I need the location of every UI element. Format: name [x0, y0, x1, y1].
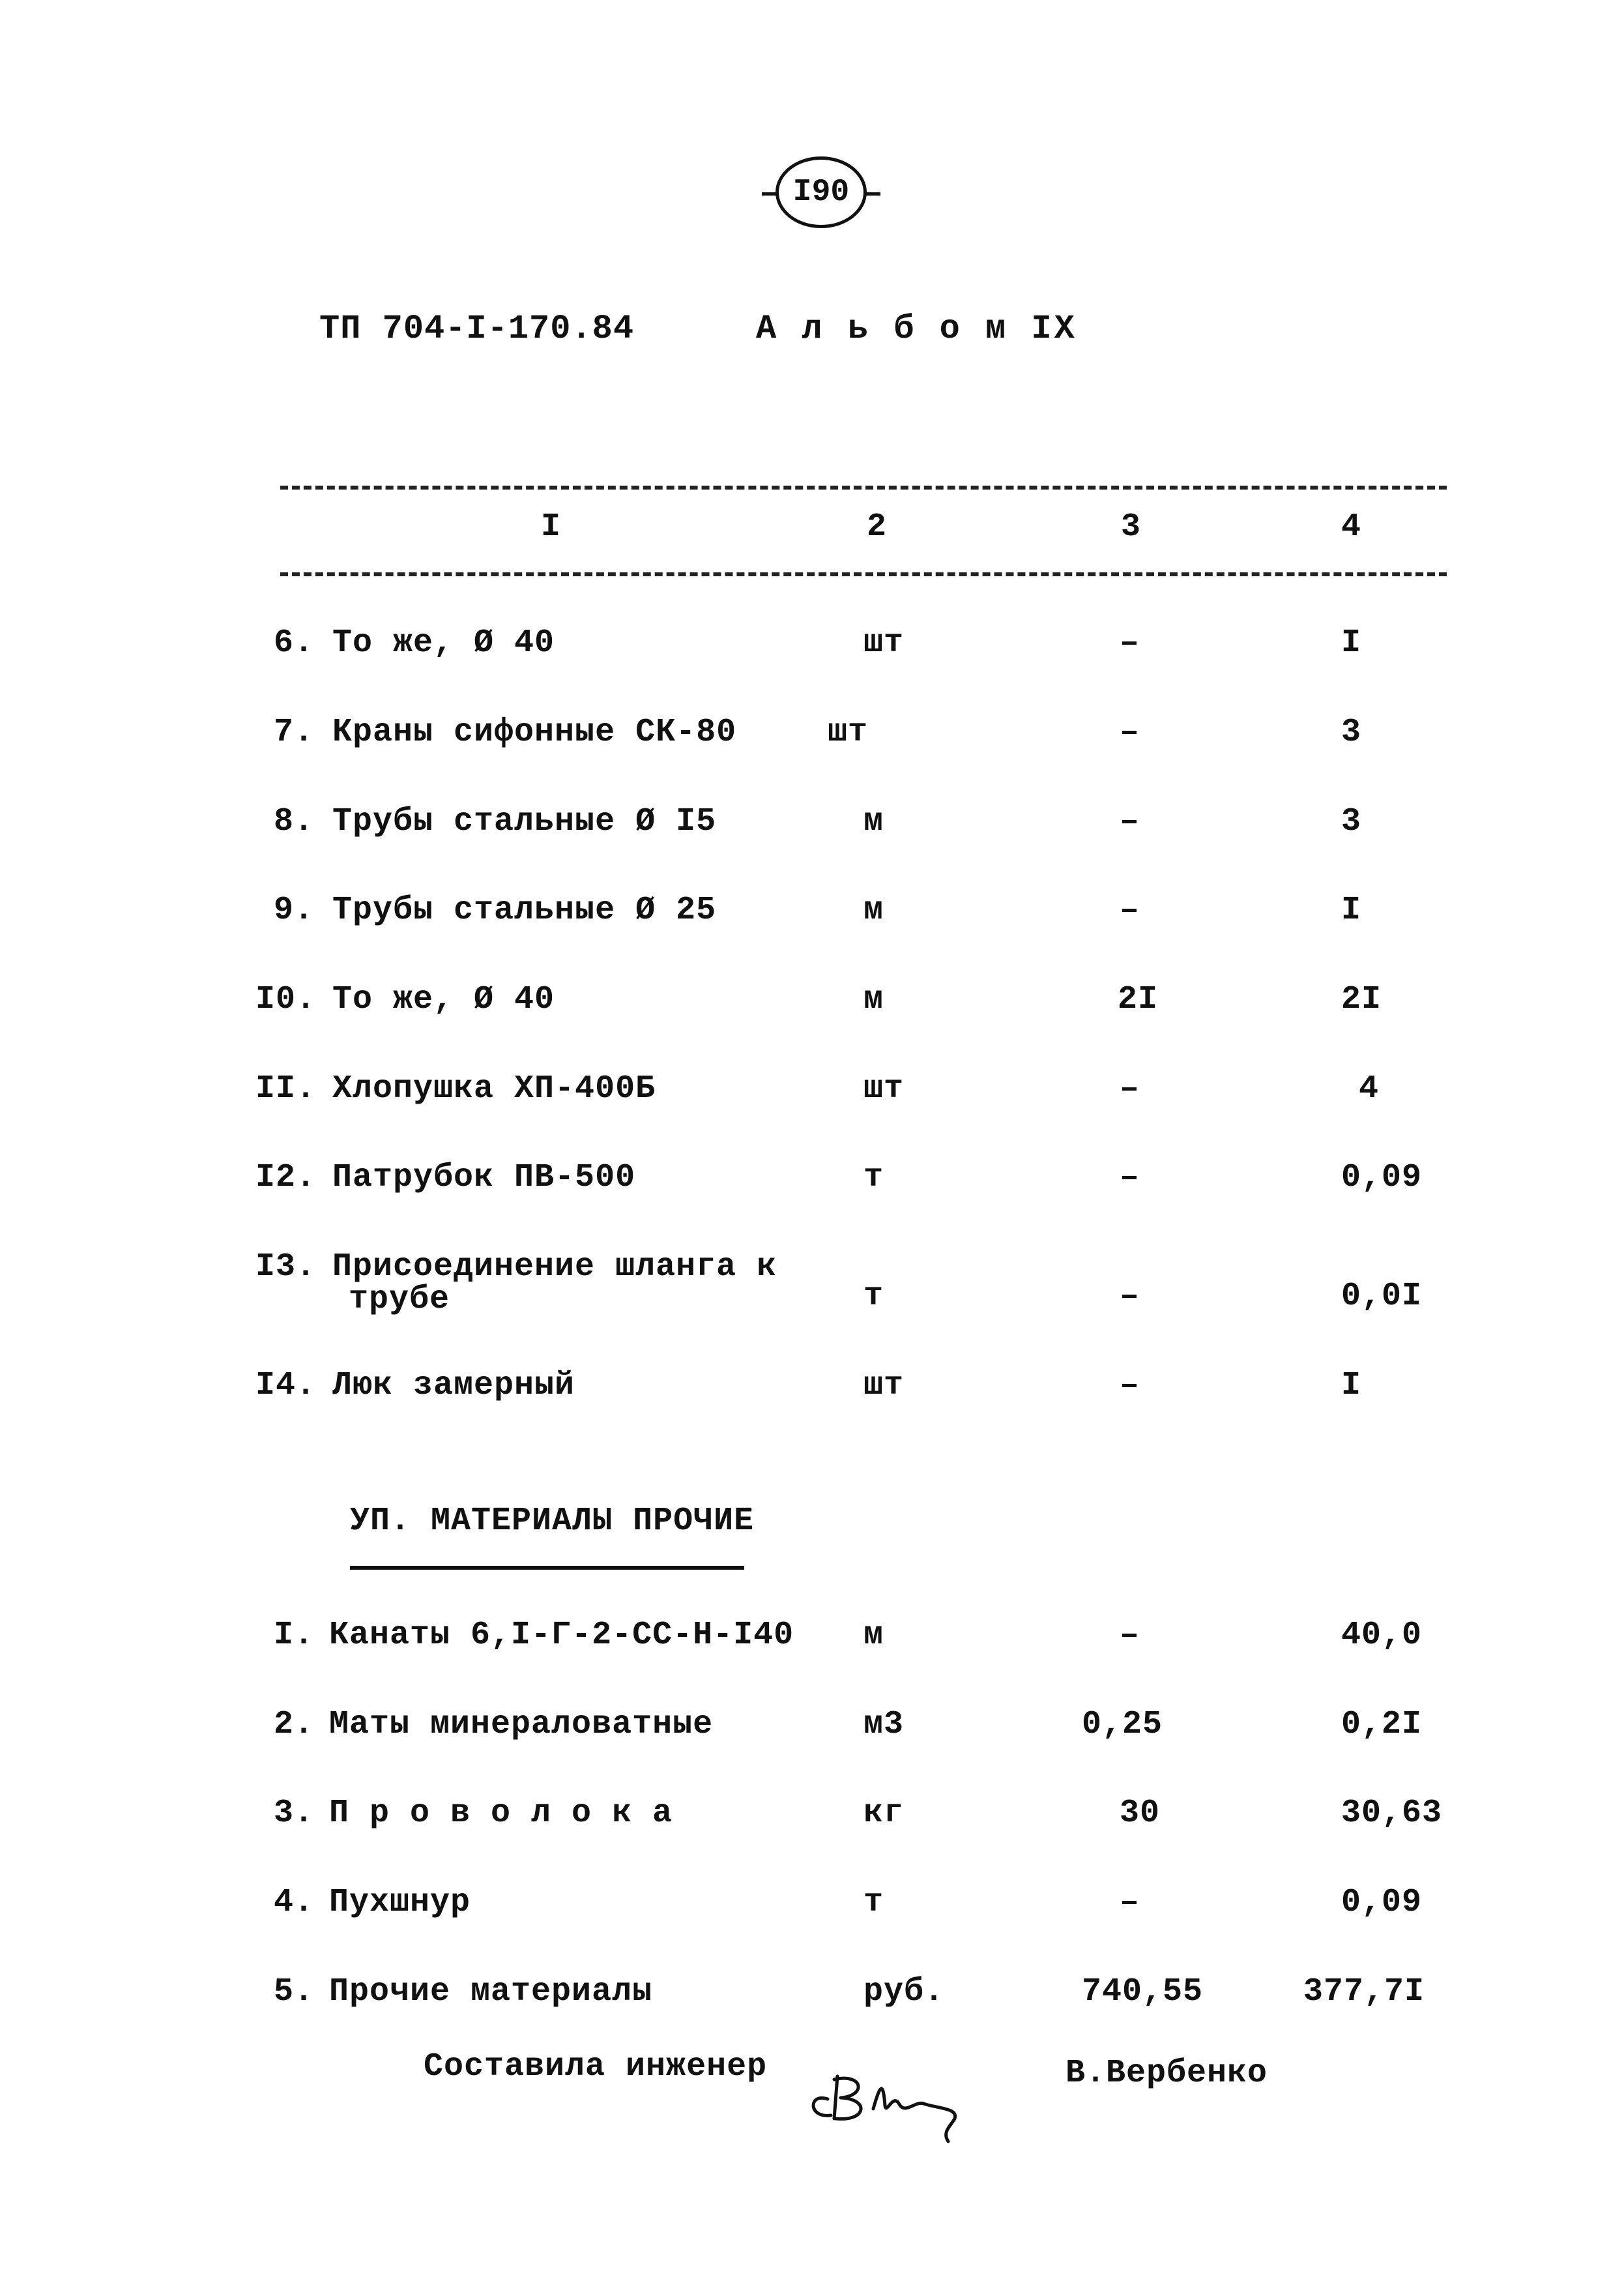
column-header-2: 2 — [867, 508, 888, 546]
row-name: То же, Ø 40 — [332, 981, 555, 1018]
row-col4: 0,09 — [1341, 1884, 1423, 1921]
row-number: 5. — [274, 1973, 315, 2010]
row-number: 3. — [274, 1795, 315, 1832]
row-name: Краны сифонные СК-80 — [332, 714, 737, 751]
row-name-continued: трубе — [349, 1281, 450, 1318]
row-col3: 2I — [1118, 981, 1159, 1018]
row-col4: 4 — [1359, 1070, 1380, 1108]
column-header-4: 4 — [1341, 508, 1362, 546]
row-col4: 2I — [1341, 981, 1382, 1018]
row-col4: 3 — [1341, 714, 1362, 751]
row-col4: 0,09 — [1341, 1159, 1423, 1196]
row-unit: т — [863, 1278, 884, 1315]
row-col4: 0,2I — [1341, 1706, 1423, 1743]
row-col3: – — [1120, 1159, 1140, 1196]
compiled-label: Составила инженер — [424, 2048, 768, 2085]
row-unit: шт — [863, 1367, 905, 1404]
row-unit: шт — [863, 624, 905, 662]
row-col4: 377,7I — [1303, 1973, 1425, 2010]
signature-mark — [802, 2053, 971, 2145]
row-col3: – — [1120, 624, 1140, 662]
row-number: 4. — [274, 1884, 315, 1921]
row-col3: 30 — [1120, 1795, 1161, 1832]
album-title: А л ь б о м IX — [756, 310, 1077, 348]
row-number: I2. — [255, 1159, 317, 1196]
row-name: Пухшнур — [329, 1884, 471, 1921]
row-unit: шт — [863, 1070, 905, 1108]
row-col3: – — [1120, 1070, 1140, 1108]
row-col3: – — [1120, 892, 1140, 929]
row-number: I0. — [255, 981, 317, 1018]
row-col4: 3 — [1341, 803, 1362, 840]
row-col3: 740,55 — [1082, 1973, 1204, 2010]
row-col4: 0,0I — [1341, 1278, 1423, 1315]
row-name: Присоединение шланга к — [332, 1248, 777, 1286]
row-col3: – — [1120, 1278, 1140, 1315]
row-name: То же, Ø 40 — [332, 624, 555, 662]
row-name: Прочие материалы — [329, 1973, 653, 2010]
row-name: Патрубок ПВ-500 — [332, 1159, 636, 1196]
row-number: II. — [255, 1070, 317, 1108]
row-number: I3. — [255, 1248, 317, 1286]
row-col3: – — [1120, 1617, 1140, 1654]
section-title: УП. МАТЕРИАЛЫ ПРОЧИЕ — [350, 1503, 755, 1540]
table-top-dashed-rule — [280, 486, 1447, 490]
row-unit: м — [863, 803, 884, 840]
section-title-underline — [350, 1566, 744, 1570]
row-col4: I — [1341, 624, 1362, 662]
row-name: Люк замерный — [332, 1367, 575, 1404]
page-number: I90 — [776, 156, 867, 228]
row-col3: 0,25 — [1082, 1706, 1163, 1743]
row-number: I. — [274, 1617, 315, 1654]
column-header-1: I — [541, 508, 562, 546]
row-name: Хлопушка ХП-400Б — [332, 1070, 656, 1108]
row-unit: м3 — [863, 1706, 905, 1743]
row-unit: м — [863, 1617, 884, 1654]
row-number: 6. — [274, 624, 315, 662]
row-number: 2. — [274, 1706, 315, 1743]
row-number: I4. — [255, 1367, 317, 1404]
row-col3: – — [1120, 1884, 1140, 1921]
row-number: 8. — [274, 803, 315, 840]
row-name: Канаты 6,I-Г-2-СС-Н-I40 — [329, 1617, 794, 1654]
row-unit: м — [863, 981, 884, 1018]
row-name: П р о в о л о к а — [329, 1795, 673, 1832]
author-name: В.Вербенко — [1066, 2055, 1268, 2092]
doc-code: ТП 704-I-170.84 — [319, 310, 635, 348]
row-col4: I — [1341, 892, 1362, 929]
row-name: Трубы стальные Ø 25 — [332, 892, 717, 929]
row-number: 9. — [274, 892, 315, 929]
row-unit: т — [863, 1884, 884, 1921]
row-col4: I — [1341, 1367, 1362, 1404]
row-unit: т — [863, 1159, 884, 1196]
table-header-dashed-rule — [280, 572, 1447, 576]
row-name: Трубы стальные Ø I5 — [332, 803, 717, 840]
row-col3: – — [1120, 803, 1140, 840]
row-name: Маты минераловатные — [329, 1706, 714, 1743]
column-header-3: 3 — [1121, 508, 1142, 546]
row-unit: кг — [863, 1795, 905, 1832]
row-unit: м — [863, 892, 884, 929]
row-number: 7. — [274, 714, 315, 751]
row-col4: 30,63 — [1341, 1795, 1443, 1832]
row-unit: руб. — [863, 1973, 945, 2010]
row-unit: шт — [828, 714, 869, 751]
row-col3: – — [1120, 1367, 1140, 1404]
row-col3: – — [1120, 714, 1140, 751]
row-col4: 40,0 — [1341, 1617, 1423, 1654]
